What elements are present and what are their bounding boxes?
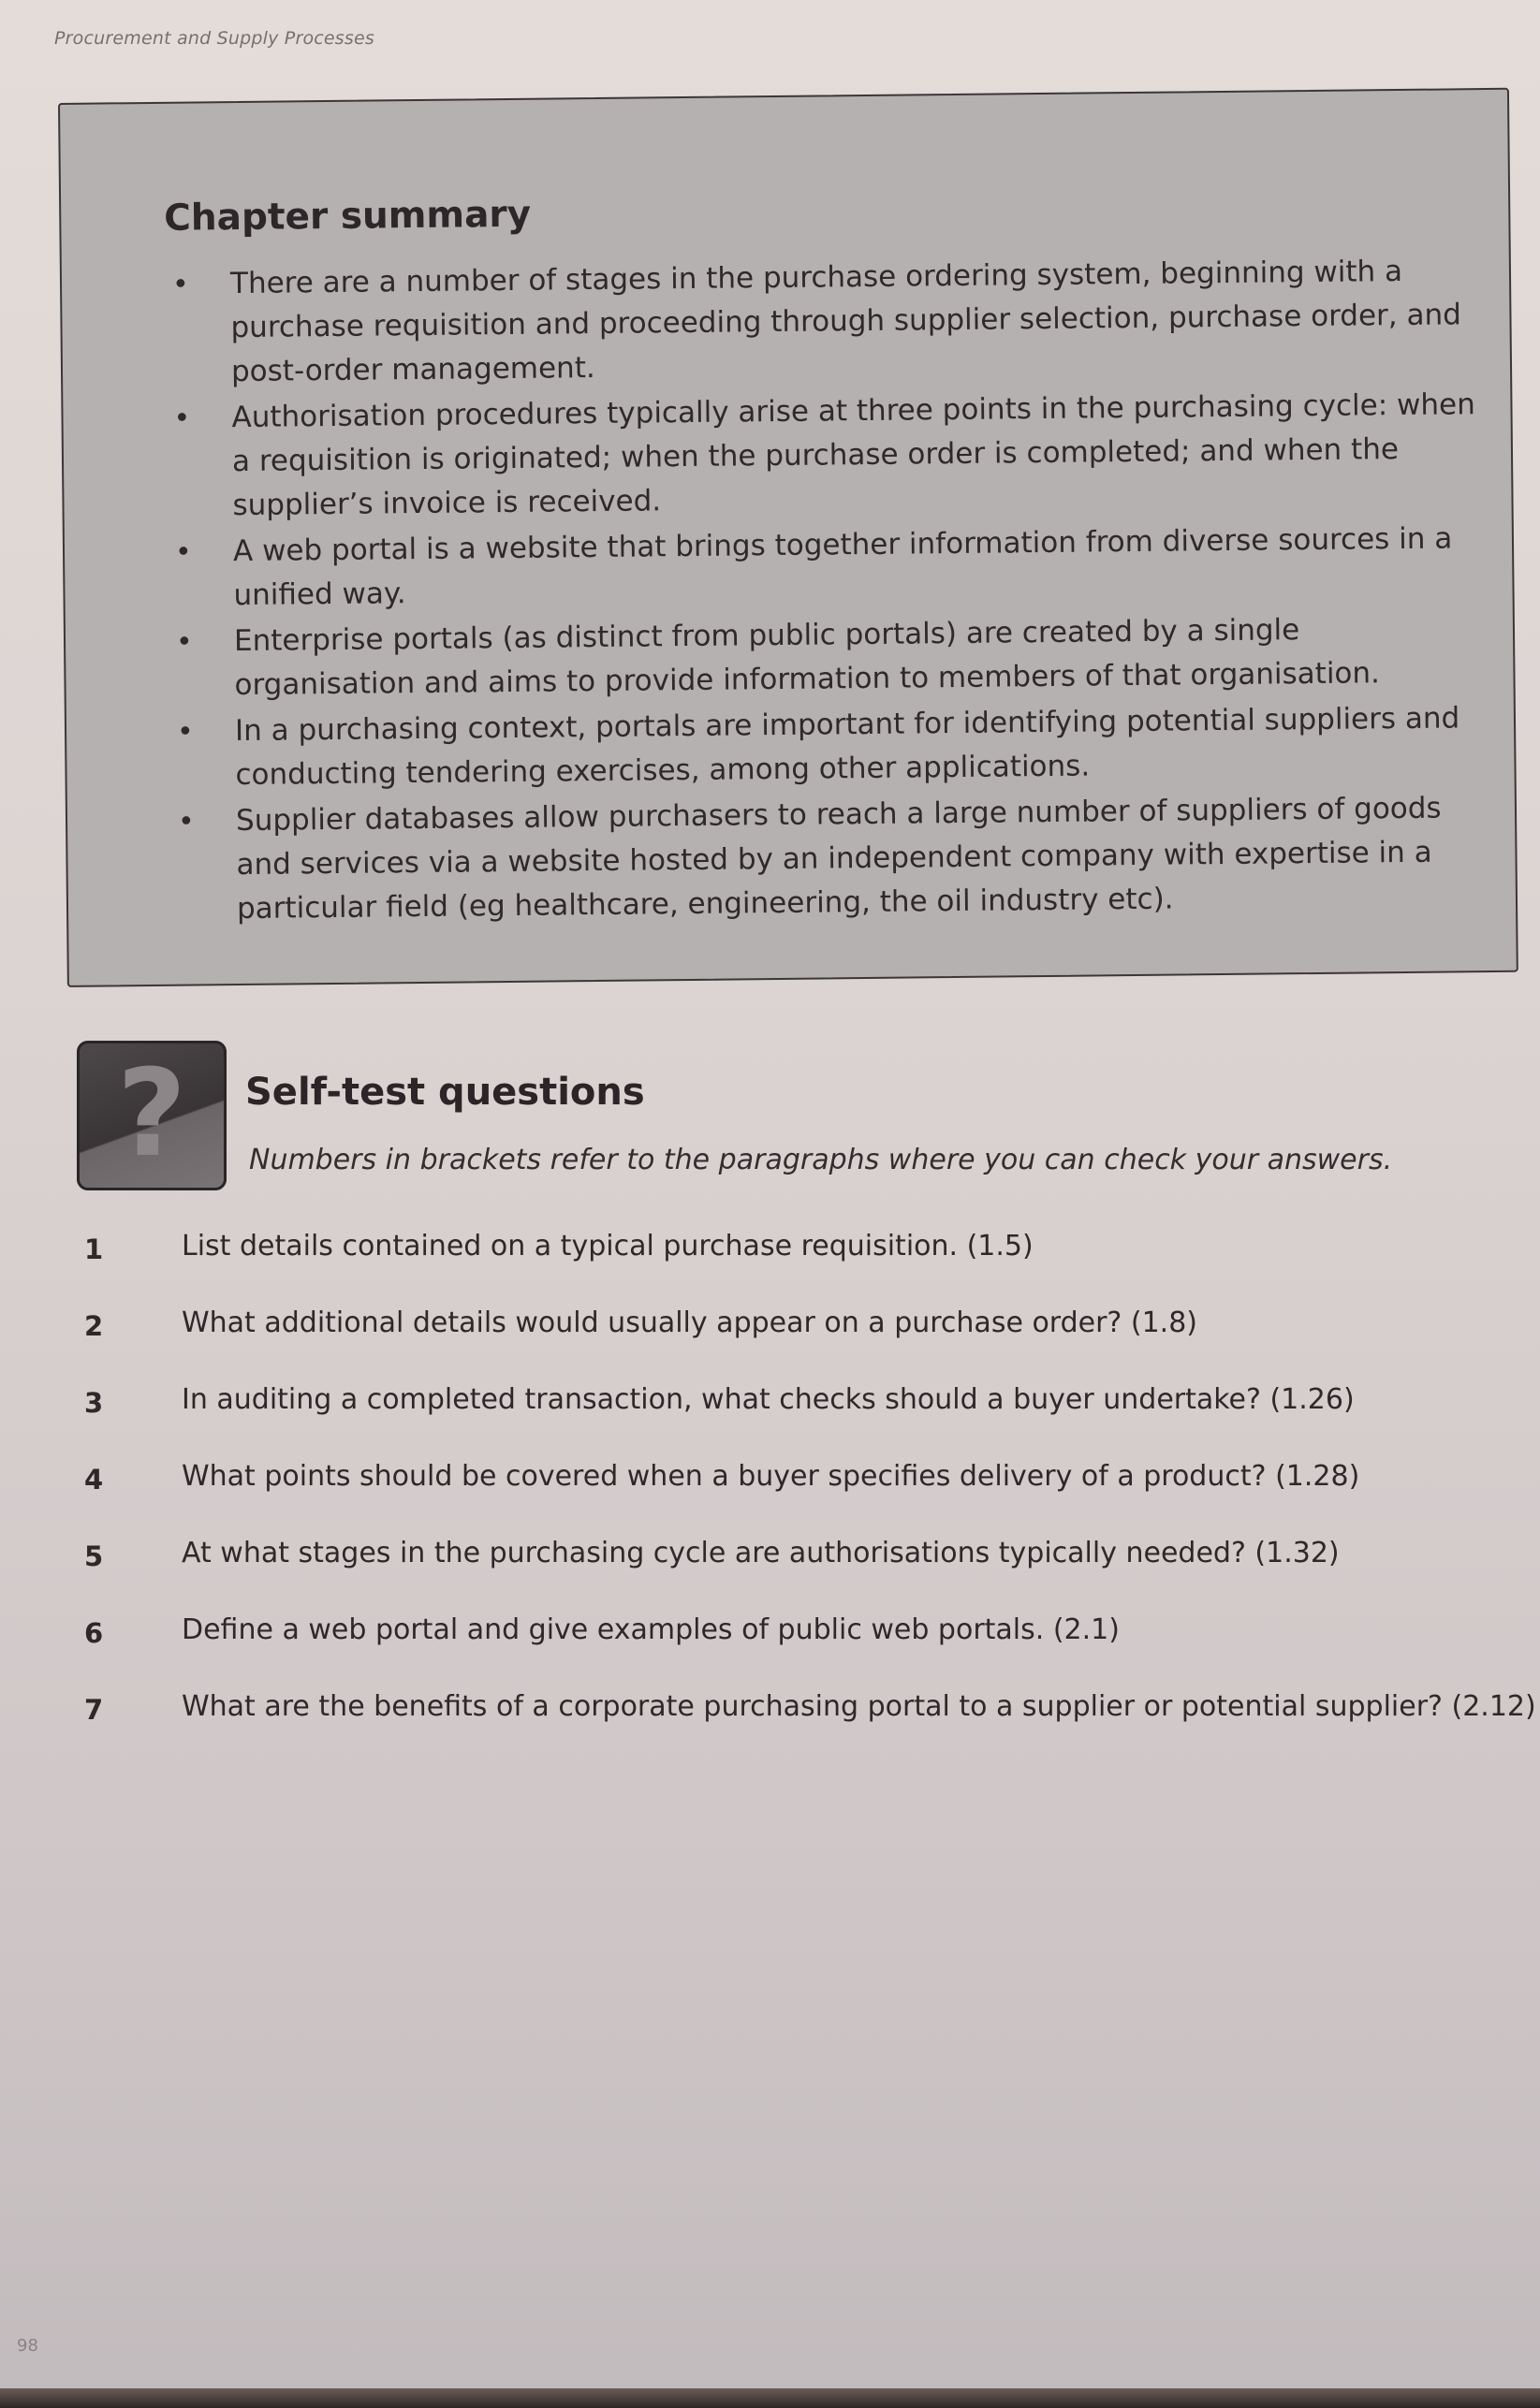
summary-bullet-text: Enterprise portals (as distinct from public portals) are created by a single organisation and aims to provide information to members of that organisation. [233,613,1381,703]
page-number: 98 [17,2336,38,2356]
question-text: Define a web portal and give examples of public web portals. (2.1) [182,1613,1120,1646]
chapter-summary-title: Chapter summary [164,193,532,240]
summary-bullet [165,249,1476,395]
summary-bullet-text: Authorisation procedures typically arise at three points in the purchasing cycle: when a requisition is originated; when the purchase order is completed; and when the supplier’s invoice is received. [231,387,1475,523]
question-number: 1 [84,1233,104,1265]
bullet-icon: • [177,805,195,839]
chapter-summary-list [165,249,1482,934]
summary-bullet-text: In a purchasing context, portals are important for identifying potential suppliers and conducting tendering exercises, among other applications. [234,701,1460,793]
question-mark-icon [77,1041,227,1190]
summary-bullet [169,606,1480,708]
question-item [75,1303,1535,1379]
question-item [75,1379,1535,1456]
chapter-summary-box [58,88,1518,987]
page-bottom-edge [0,2388,1540,2408]
bullet-icon: • [175,625,193,659]
bullet-icon: • [173,401,191,435]
question-number: 6 [84,1617,104,1649]
self-test-questions [75,1226,1535,1763]
self-test-subtitle: Numbers in brackets refer to the paragraphs where you can check your answers. [249,1144,1393,1176]
question-number: 4 [84,1464,104,1496]
question-number: 5 [84,1540,104,1572]
question-item [75,1456,1535,1533]
question-item [75,1610,1535,1686]
bullet-icon: • [171,268,189,301]
question-number: 2 [84,1310,104,1342]
question-text: What are the benefits of a corporate purchasing portal to a supplier or potential supplier? (2.12) [182,1690,1536,1723]
question-text: List details contained on a typical purchase requisition. (1.5) [182,1230,1034,1262]
bullet-icon: • [174,535,192,569]
question-item [75,1533,1535,1610]
question-item [75,1226,1535,1303]
summary-bullet [169,696,1481,798]
summary-bullet [166,383,1477,529]
question-text: In auditing a completed transaction, what checks should a buyer undertake? (1.26) [182,1383,1355,1416]
question-mark-glyph: ? [116,1044,187,1184]
question-text: At what stages in the purchasing cycle are authorisations typically needed? (1.32) [182,1537,1340,1569]
summary-bullet-text: Supplier databases allow purchasers to reach a large number of suppliers of goods and services via a website hosted by an independent company with expertise in a particular field (eg healthcare, engineering, the oil industry etc). [235,791,1442,927]
question-number: 3 [84,1387,104,1419]
summary-bullet [168,517,1479,619]
bullet-icon: • [176,715,194,749]
summary-bullet-text: There are a number of stages in the purchase ordering system, beginning with a purchase requisition and proceeding through supplier selection, purchase order, and post-order management. [229,254,1462,389]
summary-bullet-text: A web portal is a website that brings together information from diverse sources in a unified way. [232,521,1453,613]
self-test-title: Self-test questions [245,1071,645,1114]
question-text: What additional details would usually appear on a purchase order? (1.8) [182,1306,1198,1339]
question-text: What points should be covered when a buyer specifies delivery of a product? (1.28) [182,1460,1360,1493]
running-header: Procurement and Supply Processes [54,28,374,49]
summary-bullet [170,786,1482,932]
question-number: 7 [84,1694,104,1726]
question-item [75,1686,1535,1763]
